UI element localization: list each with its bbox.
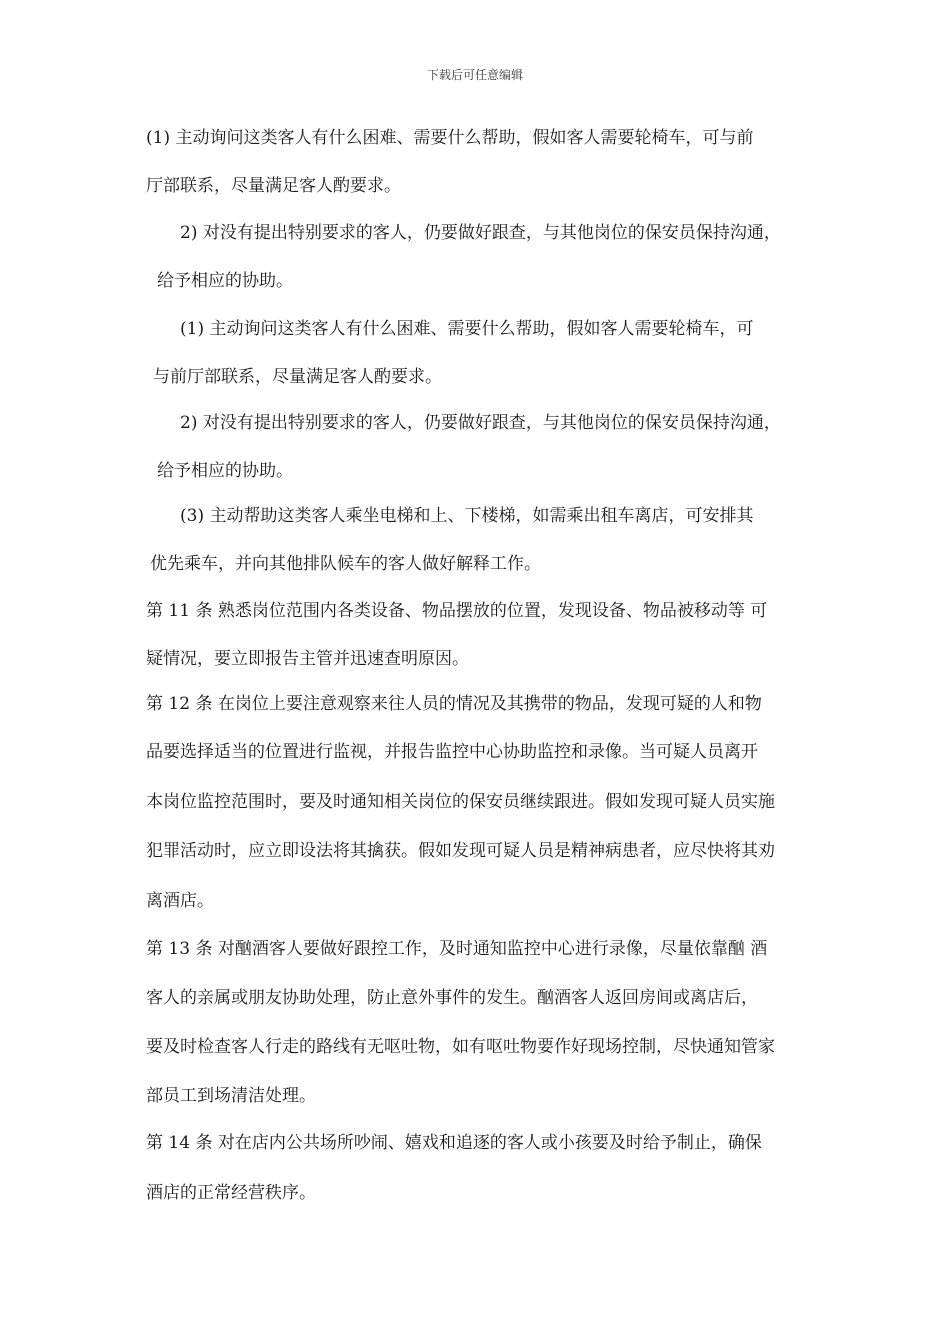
text-line: 给予相应的协助。 — [157, 461, 293, 481]
text-line: 离酒店。 — [146, 891, 214, 911]
text-line: 厅部联系，尽量满足客人酌要求。 — [146, 176, 401, 196]
text-line: 第 12 条 在岗位上要注意观察来往人员的情况及其携带的物品，发现可疑的人和物 — [146, 694, 762, 714]
text-line: 品要选择适当的位置进行监视，并报告监控中心协助监控和录像。当可疑人员离开 — [146, 742, 758, 762]
text-line: 客人的亲属或朋友协助处理，防止意外事件的发生。酗酒客人返回房间或离店后， — [146, 988, 758, 1008]
text-line: 要及时检查客人行走的路线有无呕吐物，如有呕吐物要作好现场控制，尽快通知管家 — [146, 1037, 775, 1057]
text-line: 疑情况，要立即报告主管并迅速查明原因。 — [146, 649, 469, 669]
text-line: 第 13 条 对酗酒客人要做好跟控工作，及时通知监控中心进行录像，尽量依靠酗 酒 — [146, 939, 768, 959]
text-line: 酒店的正常经营秩序。 — [146, 1183, 316, 1203]
text-line: (1) 主动询问这类客人有什么困难、需要什么帮助，假如客人需要轮椅车，可 — [180, 319, 754, 339]
text-line: 犯罪活动时，应立即设法将其擒获。假如发现可疑人员是精神病患者，应尽快将其劝 — [146, 841, 775, 861]
text-line: (1) 主动询问这类客人有什么困难、需要什么帮助，假如客人需要轮椅车，可与前 — [146, 128, 754, 148]
page-header: 下载后可任意编辑 — [426, 68, 523, 82]
text-line: 与前厅部联系，尽量满足客人酌要求。 — [153, 367, 442, 387]
text-line: 第 11 条 熟悉岗位范围内各类设备、物品摆放的位置，发现设备、物品被移动等 可 — [146, 601, 768, 621]
text-line: (3) 主动帮助这类客人乘坐电梯和上、下楼梯，如需乘出租车离店，可安排其 — [180, 506, 754, 526]
text-line: 优先乘车，并向其他排队候车的客人做好解释工作。 — [150, 554, 541, 574]
text-line: 2) 对没有提出特别要求的客人，仍要做好跟查，与其他岗位的保安员保持沟通， — [180, 223, 781, 243]
text-line: 本岗位监控范围时，要及时通知相关岗位的保安员继续跟进。假如发现可疑人员实施 — [146, 792, 775, 812]
text-line: 第 14 条 对在店内公共场所吵闹、嬉戏和追逐的客人或小孩要及时给予制止，确保 — [146, 1133, 762, 1153]
text-line: 2) 对没有提出特别要求的客人，仍要做好跟查，与其他岗位的保安员保持沟通， — [180, 413, 781, 433]
text-line: 部员工到场清洁处理。 — [146, 1086, 316, 1106]
text-line: 给予相应的协助。 — [157, 271, 293, 291]
